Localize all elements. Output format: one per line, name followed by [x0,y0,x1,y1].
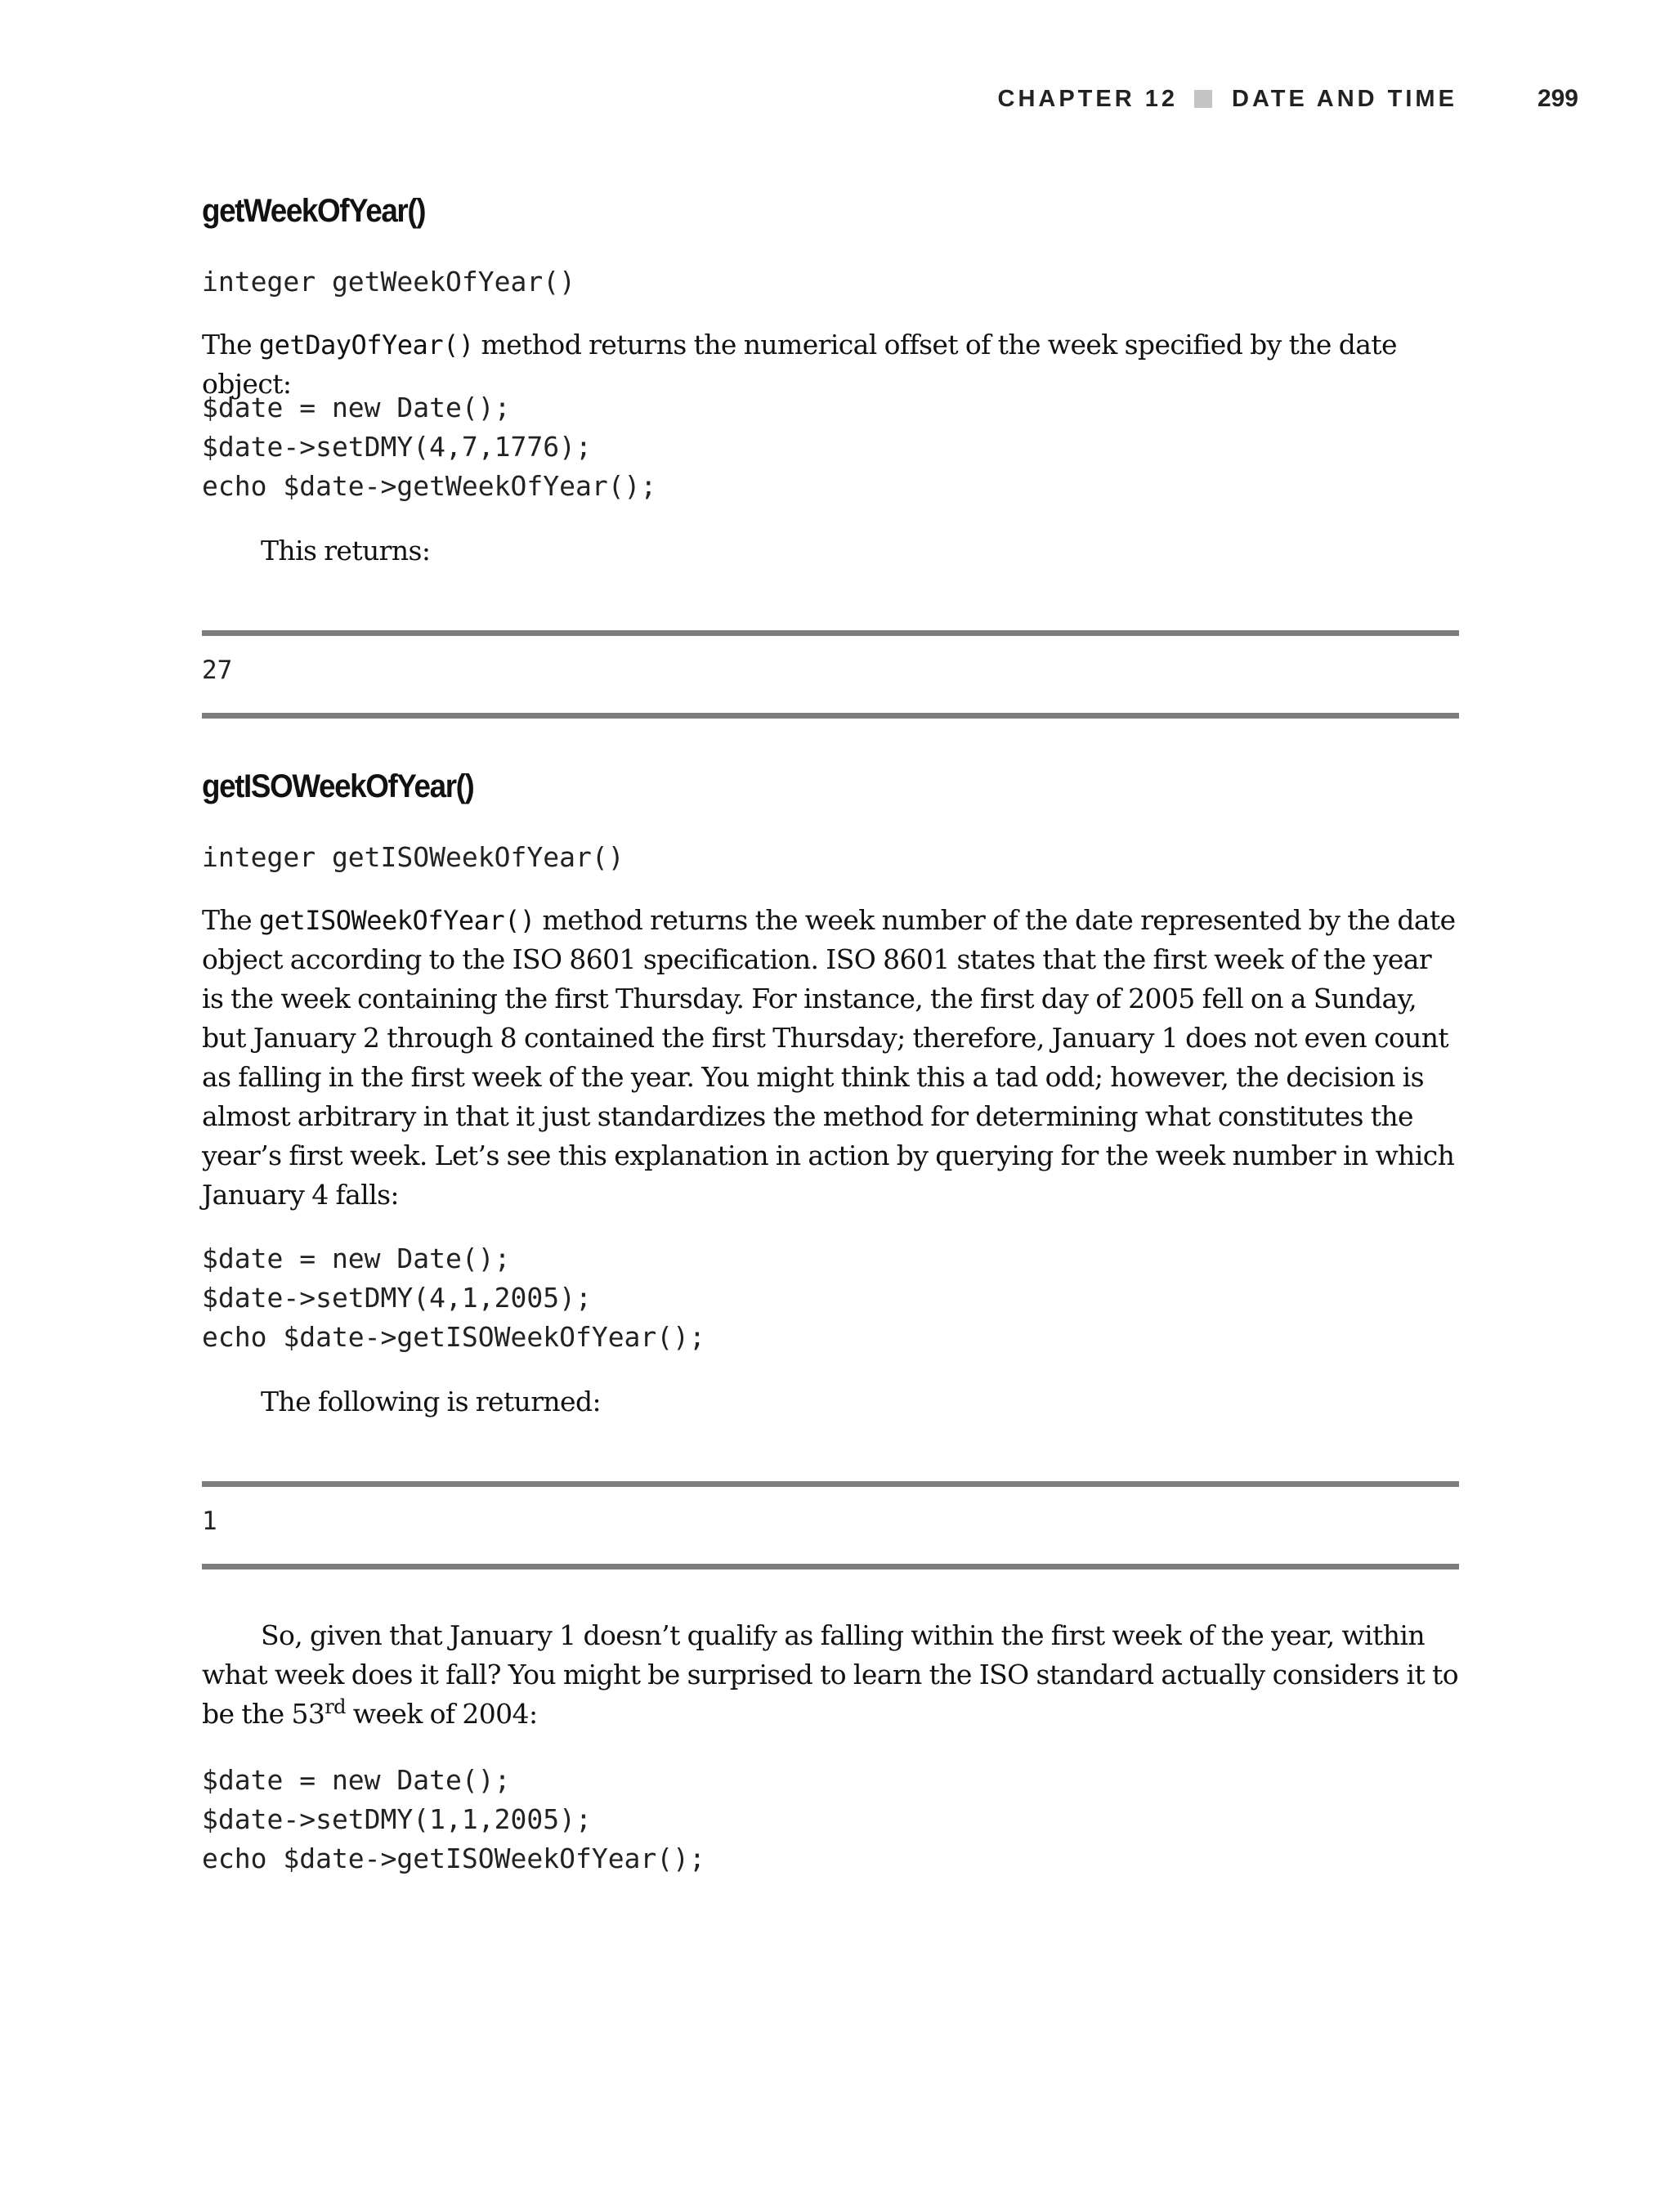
paragraph-text: The [202,904,259,936]
section-heading-getisoweekofyear: getISOWeekOfYear() [202,768,474,804]
inline-code: getISOWeekOfYear() [258,905,535,936]
closing-paragraph [202,1616,1459,1734]
running-header [998,82,1579,116]
method-signature: integer getISOWeekOfYear() [202,841,624,873]
output-rule-bottom [202,713,1459,719]
code-listing: $date = new Date(); $date->setDMY(1,1,2005); echo $date->getISOWeekOfYear(); [202,1764,705,1874]
paragraph-text: week of 2004: [345,1698,538,1730]
inline-code: getDayOfYear() [258,329,474,360]
code-listing: $date = new Date(); $date->setDMY(4,1,2005); echo $date->getISOWeekOfYear(); [202,1243,705,1353]
result-label: This returns: [261,535,431,566]
output-value: 27 [202,656,233,685]
output-rule-top [202,630,1459,636]
superscript-text: rd [325,1695,346,1718]
paragraph-text: So, given that January 1 doesn’t qualify as falling within the first week of the year, within what week does it fall? You might be surprised to learn the ISO standard actually considers it to be the 53 [202,1619,1458,1730]
section-heading-getweekofyear: getWeekOfYear() [202,193,426,229]
output-rule-top [202,1481,1459,1487]
result-label: The following is returned: [261,1386,602,1417]
description-paragraph [202,901,1459,1215]
paragraph-text: method returns the week number of the date represented by the date object according to the ISO 8601 specification. ISO 8601 states that the first week of the year is the week containing the first Thursday. For instance, the first day of 2005 fell on a Sunday, but January 2 through 8 contained the first Thursday; therefore, January 1 does not even count as falling in the first week of the year. You might think this a tad odd; however, the decision is almost arbitrary in that it just standardizes the method for determining what constitutes the year’s first week. Let’s see this explanation in action by querying for the week number in which January 4 falls: [202,904,1456,1211]
section-label: DATE AND TIME [1232,85,1457,112]
output-rule-bottom [202,1564,1459,1569]
method-signature: integer getWeekOfYear() [202,266,575,298]
code-listing: $date = new Date(); $date->setDMY(4,7,1776); echo $date->getWeekOfYear(); [202,392,657,502]
output-value: 1 [202,1507,217,1536]
chapter-label: CHAPTER 12 [997,85,1178,112]
paragraph-text: method returns the numerical offset of the week specified by the date object: [202,329,1397,400]
page-number: 299 [1537,85,1578,112]
paragraph-text: The [202,329,259,360]
separator-square-icon [1194,90,1212,108]
